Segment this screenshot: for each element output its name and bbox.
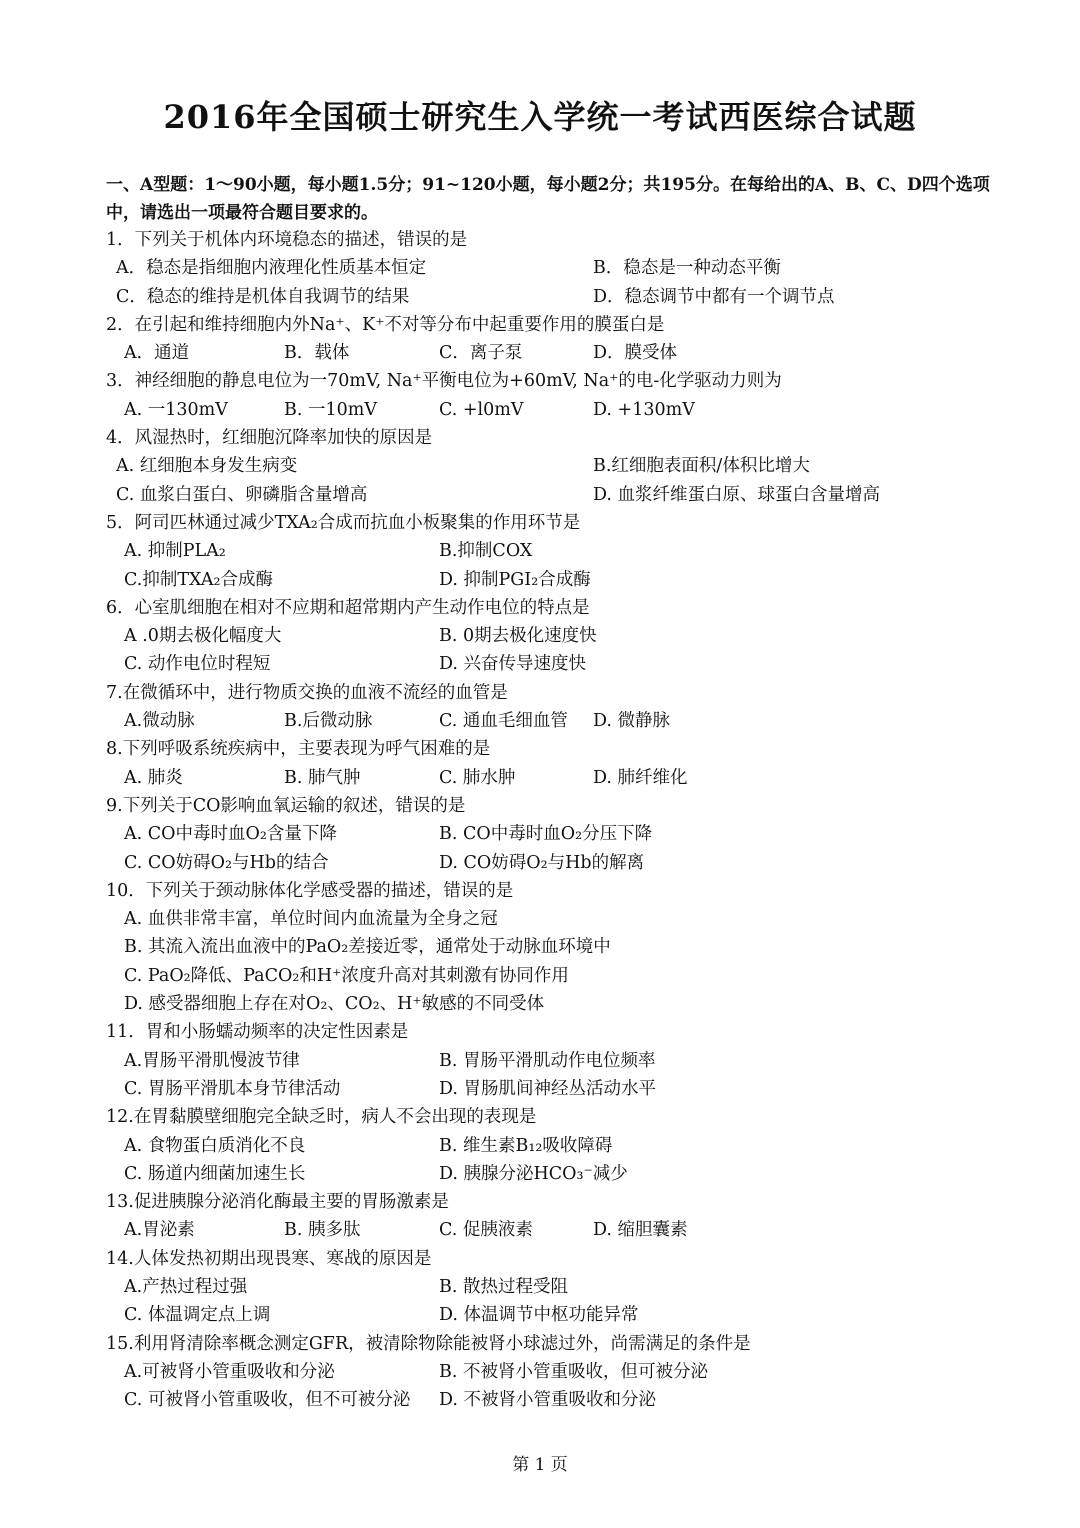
question-stem: 11．胃和小肠蠕动频率的决定性因素是 — [106, 1022, 409, 1043]
answer-option: B．稳态是一种动态平衡 — [593, 258, 781, 279]
question-item — [106, 679, 1006, 736]
option-row — [106, 820, 1006, 848]
option-row — [106, 849, 1006, 877]
option-row — [106, 1047, 1006, 1075]
question-stem: 5．阿司匹林通过减少TXA₂合成而抗血小板聚集的作用环节是 — [106, 512, 581, 533]
answer-option: C. 肺水肿 — [439, 767, 516, 788]
question-stem: 8.下列呼吸系统疾病中，主要表现为呼气困难的是 — [106, 739, 491, 760]
answer-option: B. 胰多肽 — [284, 1220, 361, 1241]
option-row — [106, 452, 1006, 480]
question-stem: 7.在微循环中，进行物质交换的血液不流经的血管是 — [106, 682, 508, 703]
section-instructions: 一、A型题：1～90小题，每小题1.5分；91~120小题，每小题2分；共195分。在每给出的A、B、C、D四个选项中，请选出一项最符合题目要求的。 — [106, 175, 990, 223]
answer-option: B．载体 — [284, 343, 350, 364]
question-item — [106, 311, 1006, 368]
answer-option: D．稳态调节中都有一个调节点 — [593, 286, 835, 307]
option-row — [106, 283, 1006, 311]
answer-option: D. +130mV — [593, 399, 695, 420]
answer-option: B. 胃肠平滑肌动作电位频率 — [439, 1050, 656, 1071]
option-row — [106, 566, 1006, 594]
question-stem: 3．神经细胞的静息电位为一70mV, Na⁺平衡电位为+60mV, Na⁺的电-化学驱动力则为 — [106, 371, 782, 392]
answer-option: C. 促胰液素 — [439, 1220, 533, 1241]
answer-option: B.红细胞表面积/体积比增大 — [593, 456, 810, 477]
option-row — [106, 1301, 1006, 1329]
answer-option: D. 肺纤维化 — [593, 767, 688, 788]
answer-option: C. 肠道内细菌加速生长 — [124, 1163, 306, 1184]
answer-option: D．膜受体 — [593, 343, 678, 364]
question-item — [106, 877, 1006, 1018]
option-row — [106, 707, 1006, 735]
question-stem: 1．下列关于机体内环境稳态的描述，错误的是 — [106, 230, 468, 250]
option-row — [106, 1273, 1006, 1301]
question-stem: 10．下列关于颈动脉体化学感受器的描述，错误的是 — [106, 880, 514, 901]
question-item — [106, 226, 1006, 311]
answer-option: A. CO中毒时血O₂含量下降 — [124, 824, 337, 845]
answer-option: B. CO中毒时血O₂分压下降 — [439, 824, 653, 845]
answer-option: B. 肺气肿 — [284, 767, 361, 788]
question-stem: 6．心室肌细胞在相对不应期和超常期内产生动作电位的特点是 — [106, 597, 590, 618]
question-item — [106, 735, 1006, 792]
answer-option: B. 散热过程受阻 — [439, 1276, 568, 1297]
question-stem: 12.在胃黏膜壁细胞完全缺乏时，病人不会出现的表现是 — [106, 1107, 537, 1128]
question-item — [106, 1018, 1006, 1103]
question-stem: 15.利用肾清除率概念测定GFR，被清除物除能被肾小球滤过外，尚需满足的条件是 — [106, 1333, 751, 1354]
answer-option: A.胃泌素 — [124, 1220, 195, 1241]
answer-option: B. 不被肾小管重吸收，但可被分泌 — [439, 1361, 708, 1382]
answer-option: A.微动脉 — [124, 711, 195, 732]
question-item — [106, 509, 1006, 594]
answer-option: D. 兴奋传导速度快 — [439, 654, 587, 675]
answer-option: A. 一130mV — [124, 399, 228, 420]
option-row — [106, 1075, 1006, 1103]
question-item — [106, 1245, 1006, 1330]
option-row — [106, 339, 1006, 367]
answer-option: A. 血供非常丰富，单位时间内血流量为全身之冠 — [124, 909, 498, 930]
answer-option: C．离子泵 — [439, 343, 523, 364]
answer-option: A.产热过程过强 — [124, 1276, 248, 1297]
question-stem: 14.人体发热初期出现畏寒、寒战的原因是 — [106, 1248, 432, 1269]
option-row — [106, 962, 1006, 990]
question-item — [106, 1330, 1006, 1415]
answer-option: B. 维生素B₁₂吸收障碍 — [439, 1135, 613, 1156]
answer-option: D. 微静脉 — [593, 711, 671, 732]
answer-option: C. 动作电位时程短 — [124, 654, 271, 675]
option-row — [106, 537, 1006, 565]
question-stem: 2．在引起和维持细胞内外Na⁺、K⁺不对等分布中起重要作用的膜蛋白是 — [106, 314, 665, 335]
option-row — [106, 254, 1006, 282]
answer-option: C. CO妨碍O₂与Hb的结合 — [124, 852, 329, 873]
question-item — [106, 792, 1006, 877]
answer-option: D. 缩胆囊素 — [593, 1220, 688, 1241]
answer-option: B. 一10mV — [284, 399, 377, 420]
answer-option: A．稳态是指细胞内液理化性质基本恒定 — [116, 258, 427, 279]
answer-option: B.抑制COX — [439, 541, 533, 562]
answer-option: A．通道 — [124, 343, 190, 364]
answer-option: B.后微动脉 — [284, 711, 373, 732]
answer-option: D. 体温调节中枢功能异常 — [439, 1305, 639, 1326]
option-row — [106, 650, 1006, 678]
answer-option: C.抑制TXA₂合成酶 — [124, 569, 273, 590]
option-row — [106, 1216, 1006, 1244]
question-stem: 13.促进胰腺分泌消化酶最主要的胃肠激素是 — [106, 1192, 449, 1213]
answer-option: C. 胃肠平滑肌本身节律活动 — [124, 1078, 341, 1099]
option-row — [106, 933, 1006, 961]
option-row — [106, 1160, 1006, 1188]
answer-option: D. 抑制PGI₂合成酶 — [439, 569, 591, 590]
answer-option: A.胃肠平滑肌慢波节律 — [124, 1050, 300, 1071]
answer-option: D. CO妨碍O₂与Hb的解离 — [439, 852, 645, 873]
question-item — [106, 424, 1006, 509]
answer-option: A.可被肾小管重吸收和分泌 — [124, 1361, 335, 1382]
option-row — [106, 481, 1006, 509]
answer-option: C. 可被肾小管重吸收，但不可被分泌 — [124, 1390, 411, 1411]
answer-option: C. +l0mV — [439, 399, 524, 420]
question-stem: 9.下列关于CO影响血氧运输的叙述，错误的是 — [106, 795, 466, 816]
answer-option: D. 胃肠肌间神经丛活动水平 — [439, 1078, 657, 1099]
answer-option: A .0期去极化幅度大 — [124, 626, 282, 647]
option-row — [106, 396, 1006, 424]
option-row — [106, 990, 1006, 1018]
question-stem: 4．风湿热时，红细胞沉降率加快的原因是 — [106, 428, 433, 449]
answer-option: D. 血浆纤维蛋白原、球蛋白含量增高 — [593, 484, 881, 505]
question-item — [106, 1188, 1006, 1245]
page-title: 2016年全国硕士研究生入学统一考试西医综合试题 — [163, 98, 917, 136]
answer-option: B. 其流入流出血液中的PaO₂差接近零，通常处于动脉血环境中 — [124, 937, 611, 958]
answer-option: B. 0期去极化速度快 — [439, 626, 597, 647]
answer-option: A. 食物蛋白质消化不良 — [124, 1135, 306, 1156]
answer-option: C. 通血毛细血管 — [439, 711, 568, 732]
option-row — [106, 1132, 1006, 1160]
answer-option: A. 红细胞本身发生病变 — [116, 456, 298, 477]
answer-option: C. 血浆白蛋白、卵磷脂含量增高 — [116, 484, 368, 505]
option-row — [106, 622, 1006, 650]
answer-option: D. 不被肾小管重吸收和分泌 — [439, 1390, 657, 1411]
question-item — [106, 1103, 1006, 1188]
answer-option: C．稳态的维持是机体自我调节的结果 — [116, 286, 410, 307]
question-item — [106, 367, 1006, 424]
answer-option: D. 胰腺分泌HCO₃⁻减少 — [439, 1163, 628, 1184]
answer-option: A. 抑制PLA₂ — [124, 541, 226, 562]
option-row — [106, 905, 1006, 933]
answer-option: C. 体温调定点上调 — [124, 1305, 271, 1326]
question-item — [106, 594, 1006, 679]
option-row — [106, 1358, 1006, 1386]
answer-option: D. 感受器细胞上存在对O₂、CO₂、H⁺敏感的不同受体 — [124, 994, 545, 1015]
page-number: 第 1 页 — [512, 1455, 568, 1475]
question-list — [106, 226, 1006, 1414]
answer-option: A. 肺炎 — [124, 767, 183, 788]
answer-option: C. PaO₂降低、PaCO₂和H⁺浓度升高对其刺激有协同作用 — [124, 965, 569, 986]
option-row — [106, 764, 1006, 792]
option-row — [106, 1386, 1006, 1414]
